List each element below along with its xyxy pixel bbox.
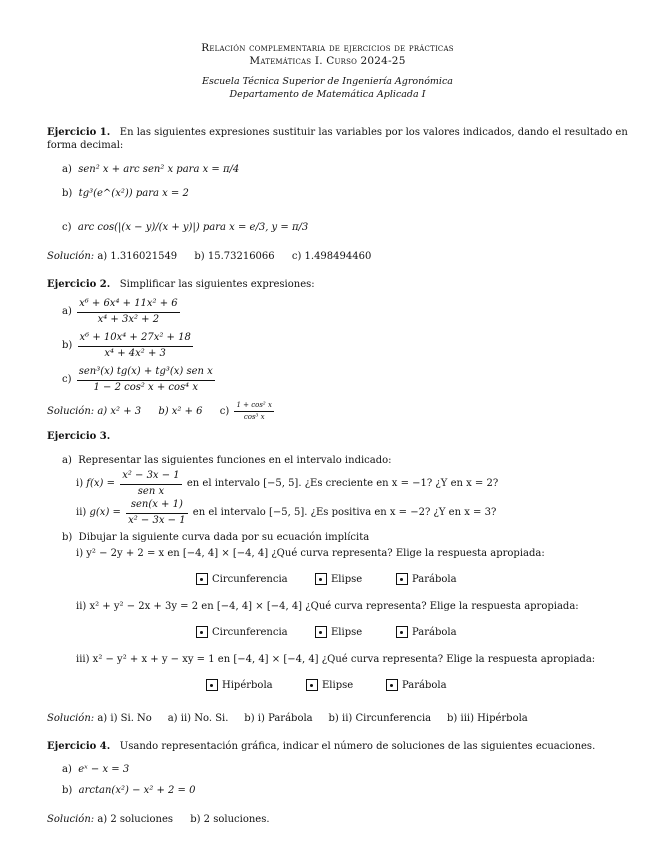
- exercise-3-item-b: b) Dibujar la siguiente curva dada por su ecuación implícita: [62, 532, 370, 543]
- radio-icon[interactable]: [196, 626, 208, 638]
- exercise-2-item-c: c) $\frac{\text{sen³(x) tg(x) + tg³(x) sen x}}{\text{1 − 2 cos² x + cos⁴ x}}$: [62, 366, 213, 393]
- exercise-1-title: Ejercicio 1.: [47, 127, 111, 138]
- exercise-4-intro: Ejercicio 4. Usando representación gráfica, indicar el número de soluciones de las siguientes ecuaciones.: [47, 741, 596, 752]
- school-name: Escuela Técnica Superior de Ingeniería Agronómica: [202, 76, 453, 87]
- exercise-3-item-a: a) Representar las siguientes funciones en el intervalo indicado:: [62, 455, 392, 466]
- exercise-4-title: Ejercicio 4.: [47, 741, 111, 752]
- exercise-2-intro: Ejercicio 2. Simplificar las siguientes expresiones:: [47, 279, 315, 290]
- radio-icon[interactable]: [306, 679, 318, 691]
- radio-icon[interactable]: [196, 573, 208, 585]
- radio-icon[interactable]: [206, 679, 218, 691]
- exercise-1-item-c: c) arc cos(|(x − y)/(x + y)|) para x = e/3, y = π/3: [62, 222, 309, 233]
- exercise-2-title: Ejercicio 2.: [47, 279, 111, 290]
- option-b-i-parabola[interactable]: Parábola: [396, 574, 457, 587]
- exercise-4-item-a: a) eˣ − x = 3: [62, 764, 130, 775]
- exercise-3-title: Ejercicio 3.: [47, 431, 111, 442]
- option-b-iii-hiperbola[interactable]: Hipérbola: [206, 680, 273, 693]
- exercise-3-solution: Solución: a) i) Si. No a) ii) No. Si. b) i) Parábola b) ii) Circunferencia b) iii) Hipérbola: [47, 713, 528, 724]
- option-b-i-circunferencia[interactable]: Circunferencia: [196, 574, 288, 587]
- exercise-2-item-a: a) $\frac{\text{x⁶ + 6x⁴ + 11x² + 6}}{\text{x⁴ + 3x² + 2}}$: [62, 298, 178, 325]
- option-b-iii-parabola[interactable]: Parábola: [386, 680, 447, 693]
- exercise-3-item-a-i: i) f(x) = $\frac{\text{x² − 3x − 1}}{\text{sen x}}$ en el intervalo [−5, 5]. ¿Es creciente en x = −1? ¿Y en x = 2?: [76, 470, 499, 497]
- doc-subtitle: Matemáticas I. Curso 2024-25: [249, 55, 406, 67]
- exercise-2-item-b: b) $\frac{\text{x⁶ + 10x⁴ + 27x² + 18}}{\text{x⁴ + 4x² + 3}}$: [62, 332, 191, 359]
- exercise-3-item-b-i: i) y² − 2y + 2 = x en [−4, 4] × [−4, 4] ¿Qué curva representa? Elige la respuesta apropiada:: [76, 548, 545, 559]
- exercise-3-item-b-ii: ii) x² + y² − 2x + 3y = 2 en [−4, 4] × [−4, 4] ¿Qué curva representa? Elige la respuesta apropiada:: [76, 601, 579, 612]
- doc-title: Relación complementaria de ejercicios de prácticas: [201, 42, 454, 54]
- exercise-1-intro: Ejercicio 1. En las siguientes expresiones sustituir las variables por los valores indicados, dando el resultado en: [47, 127, 628, 138]
- option-b-i-elipse[interactable]: Elipse: [315, 574, 362, 587]
- exercise-1-item-b: b) tg³(e^(x²)) para x = 2: [62, 188, 189, 199]
- option-b-ii-circunferencia[interactable]: Circunferencia: [196, 627, 288, 640]
- option-b-ii-elipse[interactable]: Elipse: [315, 627, 362, 640]
- option-b-iii-elipse[interactable]: Elipse: [306, 680, 353, 693]
- option-b-ii-parabola[interactable]: Parábola: [396, 627, 457, 640]
- radio-icon[interactable]: [315, 626, 327, 638]
- exercise-1-intro-cont: forma decimal:: [47, 140, 124, 151]
- radio-icon[interactable]: [386, 679, 398, 691]
- department-name: Departamento de Matemática Aplicada I: [229, 89, 426, 100]
- exercise-1-item-a: a) sen² x + arc sen² x para x = π/4: [62, 164, 240, 175]
- exercise-1-solution: Solución: a) 1.316021549 b) 15.73216066 c) 1.498494460: [47, 251, 372, 262]
- exercise-3-item-b-iii: iii) x² − y² + x + y − xy = 1 en [−4, 4] × [−4, 4] ¿Qué curva representa? Elige la respuesta apropiada:: [76, 654, 596, 665]
- exercise-3-item-a-ii: ii) g(x) = $\frac{\text{sen(x + 1)}}{\text{x² − 3x − 1}}$ en el intervalo [−5, 5]. ¿Es positiva en x = −2? ¿Y en x = 3?: [76, 499, 497, 526]
- radio-icon[interactable]: [396, 573, 408, 585]
- exercise-4-item-b: b) arctan(x²) − x² + 2 = 0: [62, 785, 196, 796]
- radio-icon[interactable]: [396, 626, 408, 638]
- radio-icon[interactable]: [315, 573, 327, 585]
- exercise-2-solution: Solución: a) x² + 3 b) x² + 6 c) $\frac{\text{1 + cos² x}}{\text{cos³ x}}$: [47, 401, 272, 421]
- exercise-4-solution: Solución: a) 2 soluciones b) 2 soluciones.: [47, 814, 270, 825]
